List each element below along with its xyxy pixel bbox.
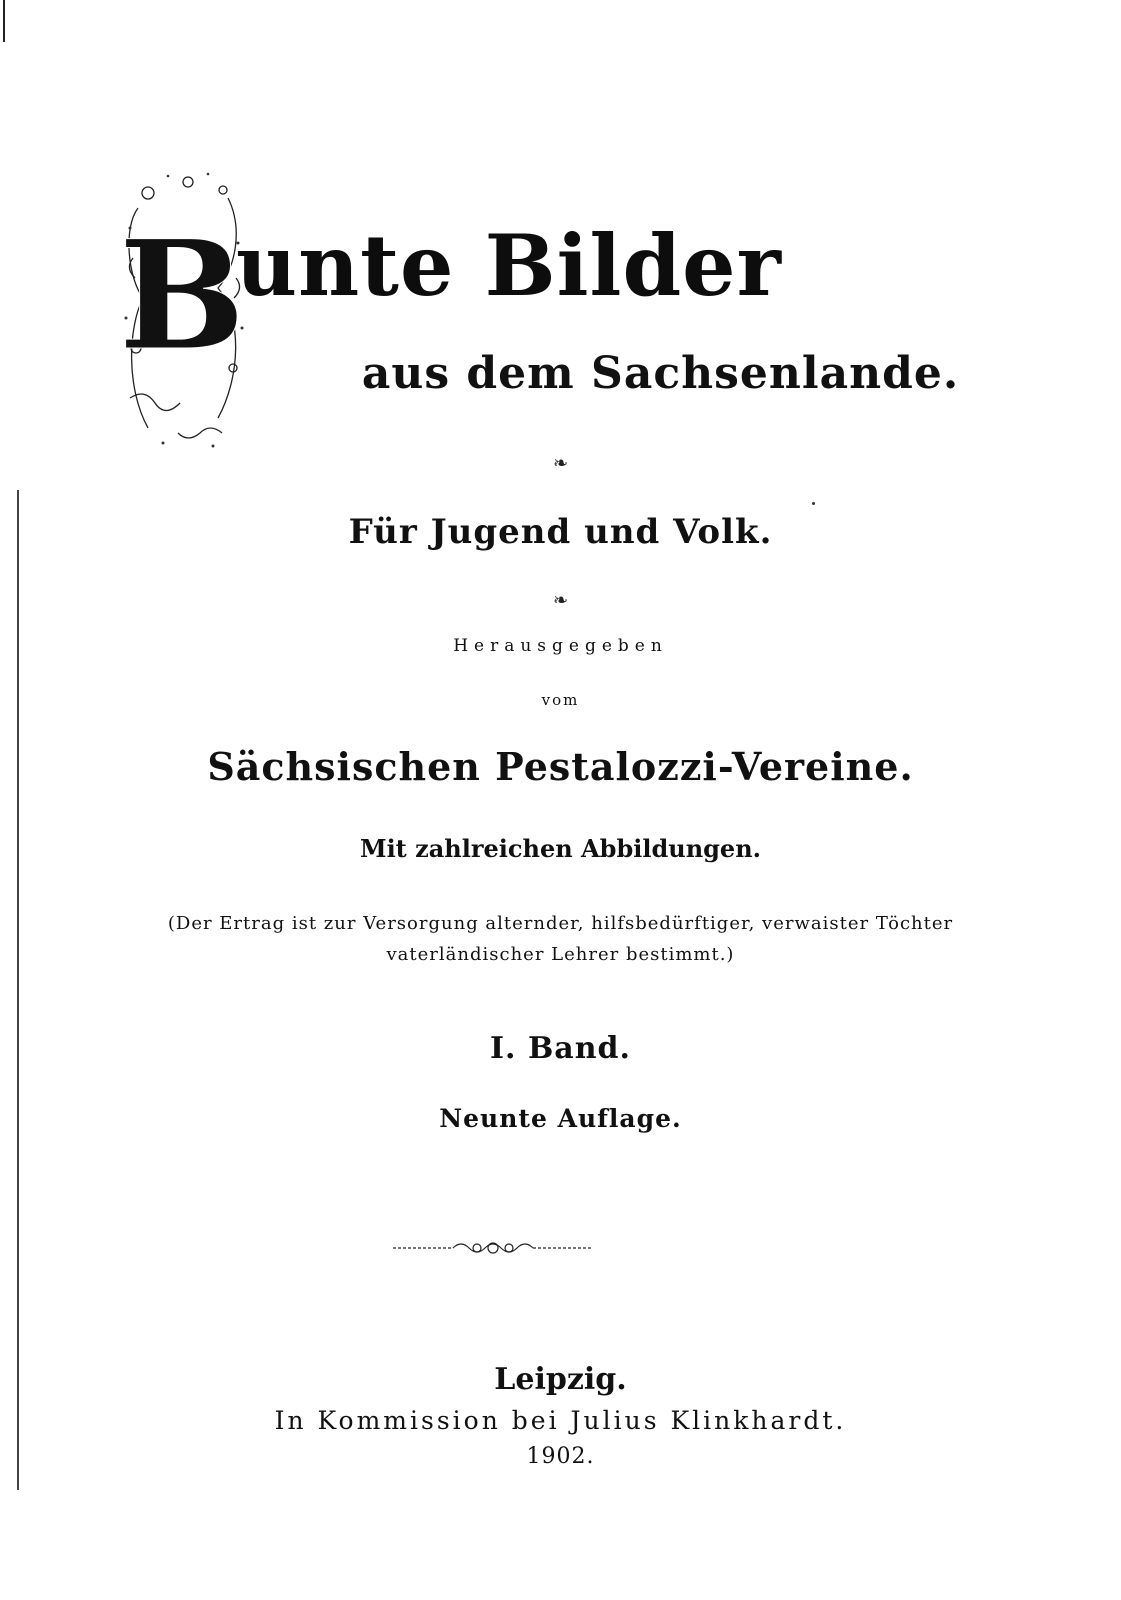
volume-label: I. Band.	[490, 1031, 631, 1066]
imprint-commission: In Kommission bei Julius Klinkhardt.	[274, 1406, 847, 1435]
scan-edge-mark	[3, 0, 5, 42]
fleuron-icon: ❧	[552, 590, 569, 611]
proceeds-note-line-2: vaterländischer Lehrer bestimmt.)	[386, 944, 735, 965]
subtitle: aus dem Sachsenlande.	[361, 348, 960, 399]
illustrations-note: Mit zahlreichen Abbildungen.	[360, 834, 761, 863]
proceeds-note-line-1: (Der Ertrag ist zur Versorgung alternder, hilfsbedürftiger, verwaister Töchter	[167, 913, 954, 934]
title-text: unte Bilder	[236, 216, 782, 315]
imprint-year: 1902.	[526, 1444, 595, 1469]
edition-label: Neunte Auflage.	[439, 1104, 682, 1133]
scan-speck	[812, 502, 815, 505]
edited-by-label: Herausgegeben	[453, 636, 668, 656]
ornamental-rule-icon	[393, 1236, 593, 1260]
ornate-initial-icon	[118, 168, 248, 458]
decorated-initial	[118, 168, 248, 458]
imprint-place: Leipzig.	[494, 1362, 627, 1397]
book-title	[118, 168, 818, 468]
svg-text:B: B	[118, 208, 246, 384]
dedication: Für Jugend und Volk.	[348, 512, 773, 552]
vom-label: vom	[541, 691, 580, 709]
publisher-name: Sächsischen Pestalozzi-Vereine.	[207, 744, 914, 789]
fleuron-icon: ❧	[552, 453, 569, 474]
